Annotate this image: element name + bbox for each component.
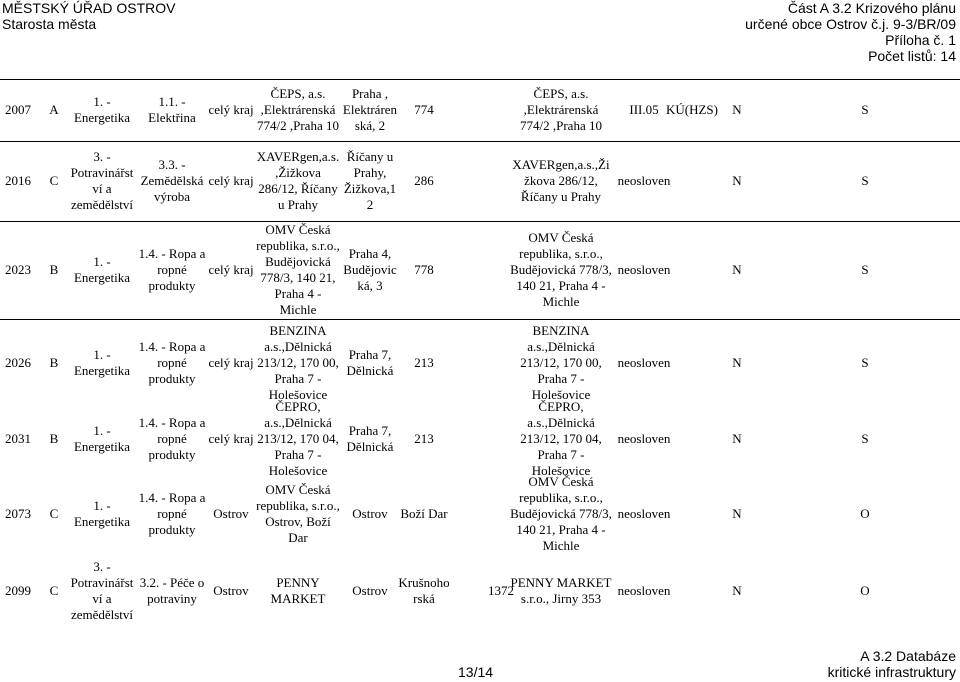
cell-f1: N <box>732 173 742 188</box>
cell-f1: N <box>732 355 742 370</box>
cell-loc: Praha 7, Dělnická <box>346 423 394 454</box>
cell-status: neosloven <box>617 506 671 521</box>
cell-sub: 1.4. - Ropa a ropné produkty <box>138 339 206 386</box>
cell-contact: ČEPS, a.s. ,Elektrárenská 774/2 ,Praha 10 <box>520 86 602 133</box>
row-rule <box>0 319 960 320</box>
cell-status: neosloven <box>617 355 671 370</box>
cell-scope: celý kraj <box>208 355 254 370</box>
cell-status: neosloven <box>617 583 671 598</box>
cell-sector: 1. - Energetika <box>73 254 131 285</box>
cell-cat: B <box>49 431 59 446</box>
cell-cat: C <box>49 173 59 188</box>
cell-loc: Praha , Elektráren ská, 2 <box>342 86 398 133</box>
cell-id: 2007 <box>5 102 31 117</box>
row-rule <box>0 221 960 222</box>
cell-cat: C <box>49 583 59 598</box>
cell-f2: S <box>861 173 869 188</box>
cell-loc: Říčany u Prahy, Žižkova,1 2 <box>343 149 397 212</box>
cell-id: 2031 <box>5 431 31 446</box>
footer-subtitle: kritické infrastruktury <box>827 664 956 680</box>
cell-loc: Praha 4, Budějovic ká, 3 <box>343 246 397 293</box>
page-number: 13/14 <box>458 664 494 680</box>
cell-status: neosloven <box>617 431 671 446</box>
sheet-count: Počet listů: 14 <box>868 48 956 64</box>
cell-sub: 1.4. - Ropa a ropné produkty <box>138 246 206 293</box>
cell-num: 213 <box>414 355 434 370</box>
cell-scope: celý kraj <box>208 173 254 188</box>
cell-cat: A <box>49 102 59 117</box>
cell-loc: Praha 7, Dělnická <box>346 347 394 378</box>
cell-num: Boží Dar <box>400 506 448 521</box>
cell-f2: S <box>861 431 869 446</box>
cell-entity: ČEPS, a.s. ,Elektrárenská 774/2 ,Praha 10 <box>257 86 339 133</box>
cell-sector: 3. - Potravinářst ví a zemědělství <box>70 149 134 212</box>
cell-cat: B <box>49 262 59 277</box>
cell-id: 2016 <box>5 173 31 188</box>
doc-reference: určené obce Ostrov č.j. 9-3/BR/09 <box>745 16 956 32</box>
cell-num2: 1372 <box>488 583 514 598</box>
cell-sector: 1. - Energetika <box>73 347 131 378</box>
cell-contact: BENZINA a.s.,Dělnická 213/12, 170 00, Praha 7 - Holešovice <box>520 323 602 402</box>
cell-scope: Ostrov <box>213 583 249 598</box>
cell-entity: ČEPRO, a.s.,Dělnická 213/12, 170 04, Praha 7 - Holešovice <box>257 399 339 478</box>
cell-id: 2026 <box>5 355 31 370</box>
office-name: MĚSTSKÝ ÚŘAD OSTROV <box>2 0 176 16</box>
cell-auth: KÚ(HZS) <box>666 102 718 117</box>
cell-sector: 1. - Energetika <box>73 94 131 125</box>
cell-num: 213 <box>414 431 434 446</box>
cell-sector: 1. - Energetika <box>73 423 131 454</box>
cell-sub: 3.2. - Péče o potraviny <box>139 575 205 606</box>
cell-num: 774 <box>414 102 434 117</box>
cell-scope: celý kraj <box>208 262 254 277</box>
cell-f1: N <box>732 102 742 117</box>
cell-sub: 1.4. - Ropa a ropné produkty <box>138 415 206 462</box>
cell-f1: N <box>732 583 742 598</box>
cell-contact: XAVERgen,a.s.,Ži žkova 286/12, Říčany u Prahy <box>512 157 610 204</box>
header-left <box>2 0 175 32</box>
cell-id: 2023 <box>5 262 31 277</box>
cell-entity: OMV Česká republika, s.r.o., Ostrov, Boží Dar <box>256 482 340 545</box>
cell-id: 2099 <box>5 583 31 598</box>
cell-loc: Ostrov <box>352 583 388 598</box>
footer-right <box>828 648 956 680</box>
cell-scope: Ostrov <box>213 506 249 521</box>
header-right <box>745 0 956 64</box>
cell-scope: celý kraj <box>208 431 254 446</box>
cell-entity: XAVERgen,a.s. ,Žižkova 286/12, Říčany u Prahy <box>256 149 340 212</box>
cell-contact: ČEPRO, a.s.,Dělnická 213/12, 170 04, Praha 7 - Holešovice <box>520 399 602 478</box>
cell-cat: C <box>49 506 59 521</box>
cell-contact: PENNY MARKET s.r.o., Jirny 353 <box>510 575 612 606</box>
table-top-rule <box>0 79 960 80</box>
cell-num: 286 <box>414 173 434 188</box>
cell-status: neosloven <box>617 173 671 188</box>
cell-f2: S <box>861 262 869 277</box>
cell-num: Krušnoho rská <box>398 575 450 606</box>
doc-part: Část A 3.2 Krizového plánu <box>787 0 956 16</box>
cell-status: neosloven <box>617 262 671 277</box>
cell-f1: N <box>732 431 742 446</box>
attachment-number: Příloha č. 1 <box>885 32 956 48</box>
footer-title: A 3.2 Databáze <box>860 648 956 664</box>
cell-scope: celý kraj <box>208 102 254 117</box>
cell-loc: Ostrov <box>352 506 388 521</box>
cell-f1: N <box>732 506 742 521</box>
cell-f2: S <box>861 355 869 370</box>
cell-f2: S <box>861 102 869 117</box>
cell-cat: B <box>49 355 59 370</box>
cell-entity: OMV Česká republika, s.r.o., Budějovická 778/3, 140 21, Praha 4 - Michle <box>256 222 340 317</box>
cell-contact: OMV Česká republika, s.r.o., Budějovická 778/3, 140 21, Praha 4 - Michle <box>510 474 612 553</box>
cell-id: 2073 <box>5 506 31 521</box>
cell-sub: 3.3. - Zemědělská výroba <box>140 157 204 204</box>
cell-contact: OMV Česká republika, s.r.o., Budějovická 778/3, 140 21, Praha 4 - Michle <box>510 230 612 309</box>
cell-entity: BENZINA a.s.,Dělnická 213/12, 170 00, Praha 7 - Holešovice <box>257 323 339 402</box>
cell-sub: 1.1. - Elektřina <box>148 94 196 125</box>
cell-sub: 1.4. - Ropa a ropné produkty <box>138 490 206 537</box>
cell-num: 778 <box>414 262 434 277</box>
cell-f2: O <box>860 583 870 598</box>
office-subtitle: Starosta města <box>2 16 97 32</box>
cell-sector: 1. - Energetika <box>73 498 131 529</box>
row-rule <box>0 141 960 142</box>
cell-status: III.05 <box>629 102 659 117</box>
cell-f1: N <box>732 262 742 277</box>
cell-sector: 3. - Potravinářst ví a zemědělství <box>70 559 134 622</box>
cell-f2: O <box>860 506 870 521</box>
cell-entity: PENNY MARKET <box>270 575 326 606</box>
